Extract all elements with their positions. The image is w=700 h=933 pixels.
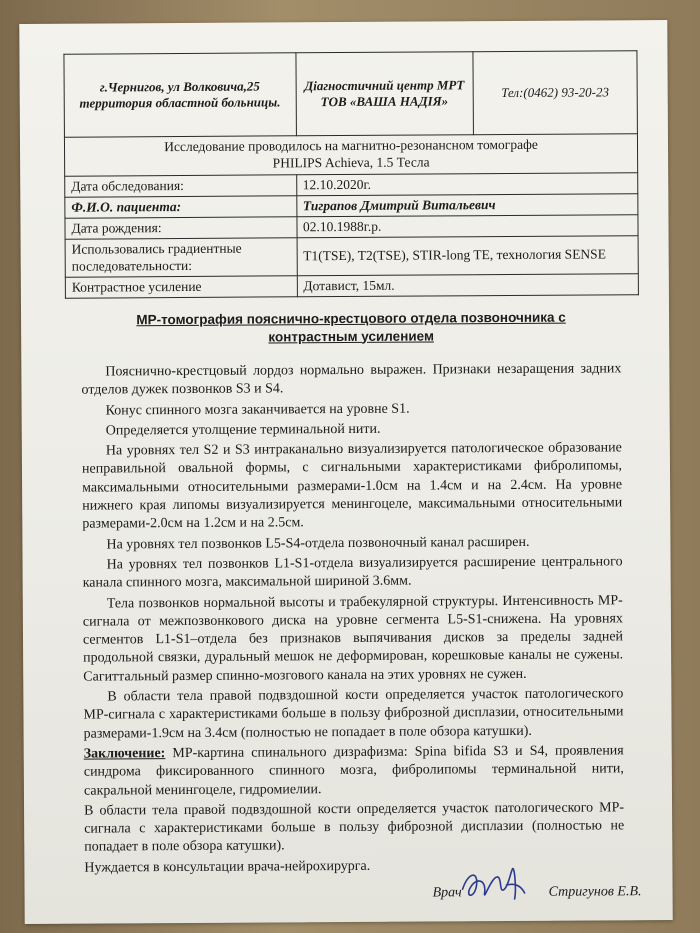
field-label: Контрастное усиление bbox=[65, 275, 297, 298]
findings-paragraph: Определяется утолщение терминальной нити. bbox=[105, 421, 381, 439]
field-label: Ф.И.О. пациента: bbox=[65, 196, 297, 219]
doctor-name: Стригунов Е.В. bbox=[548, 884, 642, 900]
findings-paragraph: Пояснично-крестцовый лордоз нормально выражен. Признаки незаращения задних отделов дужек позвонков S3 и S4. bbox=[81, 361, 622, 398]
title-line-1: МР-томография пояснично-крестцового отдела позвоночника с bbox=[136, 309, 566, 328]
findings-paragraph: На уровнях тел позвонков L1-S1-отдела визуализируется расширение центрального канала спинного мозга, максимальной шириной 3.6мм. bbox=[82, 554, 623, 591]
address-line-2: территория областной больницы. bbox=[79, 94, 281, 111]
study-description bbox=[64, 134, 637, 176]
findings-paragraph: На уровнях тел S2 и S3 интраканально визуализируется патологическое образование неправильной овальной формы, с сигнальными характеристиками фибролипомы, максимальными относительными размерами-1.0см на 1.4см и на 2.4см. На уровне нижнего края липомы визуализируется менингоцеле, максимальными относительными размерами-2.0см на 1.2см и на 2.5см. bbox=[81, 440, 623, 532]
title-line-2: контрастным усилением bbox=[268, 328, 434, 345]
conclusion-paragraph-2: В области тела правой подвздошной кости определяется участок патологического МР-сигнала с характеристиками больше в пользу фиброзной дисплазии (полностью не попадает в поле обзора катушки). bbox=[84, 800, 625, 856]
findings-paragraph: Конус спинного мозга заканчивается на уровне S1. bbox=[105, 401, 410, 419]
field-label: Дата обследования: bbox=[65, 175, 297, 198]
field-row-contrast bbox=[65, 273, 638, 298]
field-value: T1(TSE), T2(TSE), STIR-long TE, технология SENSE bbox=[297, 236, 639, 275]
findings-paragraph: Тела позвонков нормальной высоты и трабекулярной структуры. Интенсивность МР-сигнала от межпозвонкового диска на уровне сегмента L5-S1-снижена. На уровнях сегментов L1-S1–отдела без признаков выпячивания дисков за пределы задней продольной связки, дуральный мешок не деформирован, корешковые каналы не сужены. Сагиттальный размер спинно-мозгового канала на этих уровнях не сужен. bbox=[82, 592, 624, 685]
header-table bbox=[63, 50, 638, 298]
clinic-phone: Тел:(0462) 93-20-23 bbox=[473, 51, 638, 135]
center-line-1: Діагностичний центр МРТ bbox=[304, 77, 465, 93]
field-label: Использовались градиентные последовательности: bbox=[65, 238, 297, 277]
findings-paragraph: В области тела правой подвздошной кости определяется участок патологического МР-сигнала с характеристиками больше в пользу фиброзной дисплазии, относительными размерами-1.9см на 3.4см (полностью не попадает в поле обзора катушки). bbox=[83, 686, 624, 742]
field-value: Дотавист, 15мл. bbox=[297, 273, 639, 296]
center-line-2: ТОВ «ВАША НАДІЯ» bbox=[320, 93, 449, 110]
field-label: Дата рождения: bbox=[65, 217, 297, 240]
conclusion-paragraph-3: Нуждается в консультации врача-нейрохирурга. bbox=[84, 858, 371, 876]
clinic-name bbox=[295, 52, 473, 136]
address-line-1: г.Чернигов, ул Волковича,25 bbox=[99, 78, 260, 95]
study-desc-line-2: PHILIPS Achieva, 1.5 Тесла bbox=[272, 154, 430, 171]
conclusion bbox=[84, 742, 624, 800]
clinic-address bbox=[64, 53, 296, 137]
conclusion-label: Заключение: bbox=[83, 746, 166, 762]
handwritten-signature-icon bbox=[456, 859, 528, 909]
field-value: Тиграпов Дмитрий Витальевич bbox=[296, 194, 638, 217]
field-row-sequences bbox=[65, 236, 638, 277]
study-desc-line-1: Исследование проводилось на магнитно-резонансном томографе bbox=[164, 136, 538, 155]
report-body bbox=[81, 360, 624, 879]
findings-paragraph: На уровнях тел позвонков L5-S4-отдела позвоночный канал расширен. bbox=[106, 534, 530, 553]
field-value: 12.10.2020г. bbox=[296, 172, 638, 195]
report-sheet bbox=[19, 20, 672, 924]
doctor-prefix: Врач bbox=[432, 885, 462, 901]
report-title bbox=[81, 308, 621, 346]
field-value: 02.10.1988г.р. bbox=[296, 215, 638, 238]
conclusion-text: МР-картина спинального дизрафизма: Spina bifida S3 и S4, проявления синдрома фиксированного спинного мозга, фибролипомы терминальной нити, сакральной менингоцеле, гидромиелии. bbox=[83, 743, 624, 799]
